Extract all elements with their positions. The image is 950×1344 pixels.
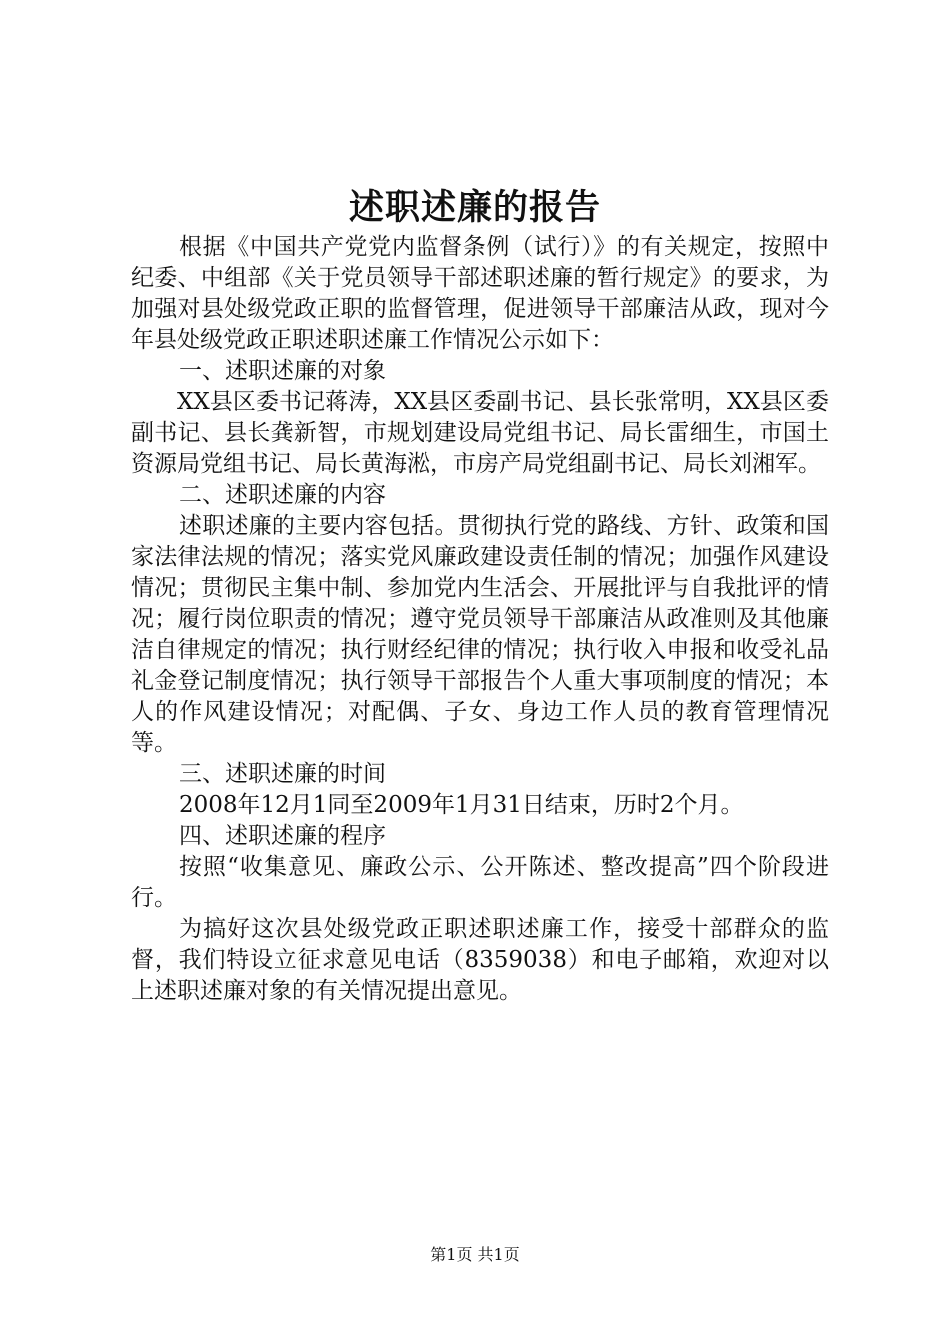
document-title: 述职述廉的报告 xyxy=(348,187,601,228)
section-heading-content: 二、述职述廉的内容 xyxy=(179,482,386,508)
subjects-paragraph: XX县区委书记蒋涛，XX县区委副书记、县长张常明，XX县区委副书记、县长龚新智，市规划建设局党组书记、局长雷细生，市国土资源局党组书记、局长黄海淞，市房产局党组副书记、局长刘湘军。 xyxy=(131,389,829,477)
document-body xyxy=(131,232,829,1007)
section-heading-time: 三、述职述廉的时间 xyxy=(179,761,386,787)
closing-paragraph: 为搞好这次县处级党政正职述职述廉工作，接受十部群众的监督，我们特设立征求意见电话（8359038）和电子邮箱，欢迎对以上述职述廉对象的有关情况提出意见。 xyxy=(131,916,829,1004)
procedure-paragraph: 按照“收集意见、廉政公示、公开陈述、整改提高”四个阶段进行。 xyxy=(131,854,829,911)
content-paragraph: 述职述廉的主要内容包括。贯彻执行党的路线、方针、政策和国家法律法规的情况；落实党风廉政建设责任制的情况；加强作风建设情况；贯彻民主集中制、参加党内生活会、开展批评与自我批评的情况；履行岗位职责的情况；遵守党员领导干部廉洁从政准则及其他廉洁自律规定的情况；执行财经纪律的情况；执行收入申报和收受礼品礼金登记制度情况；执行领导干部报告个人重大事项制度的情况；本人的作风建设情况；对配偶、子女、身边工作人员的教育管理情况等。 xyxy=(131,513,829,756)
section-heading-procedure: 四、述职述廉的程序 xyxy=(179,823,386,849)
section-heading-subjects: 一、述职述廉的对象 xyxy=(179,358,386,384)
page-number-footer: 第1页 共1页 xyxy=(430,1245,520,1264)
time-paragraph: 2008年12月1同至2009年1月31日结束，历时2个月。 xyxy=(179,792,744,818)
intro-paragraph: 根据《中国共产党党内监督条例（试行）》的有关规定，按照中纪委、中组部《关于党员领导干部述职述廉的暂行规定》的要求，为加强对县处级党政正职的监督管理，促进领导干部廉洁从政，现对今年县处级党政正职述职述廉工作情况公示如下： xyxy=(131,234,829,353)
